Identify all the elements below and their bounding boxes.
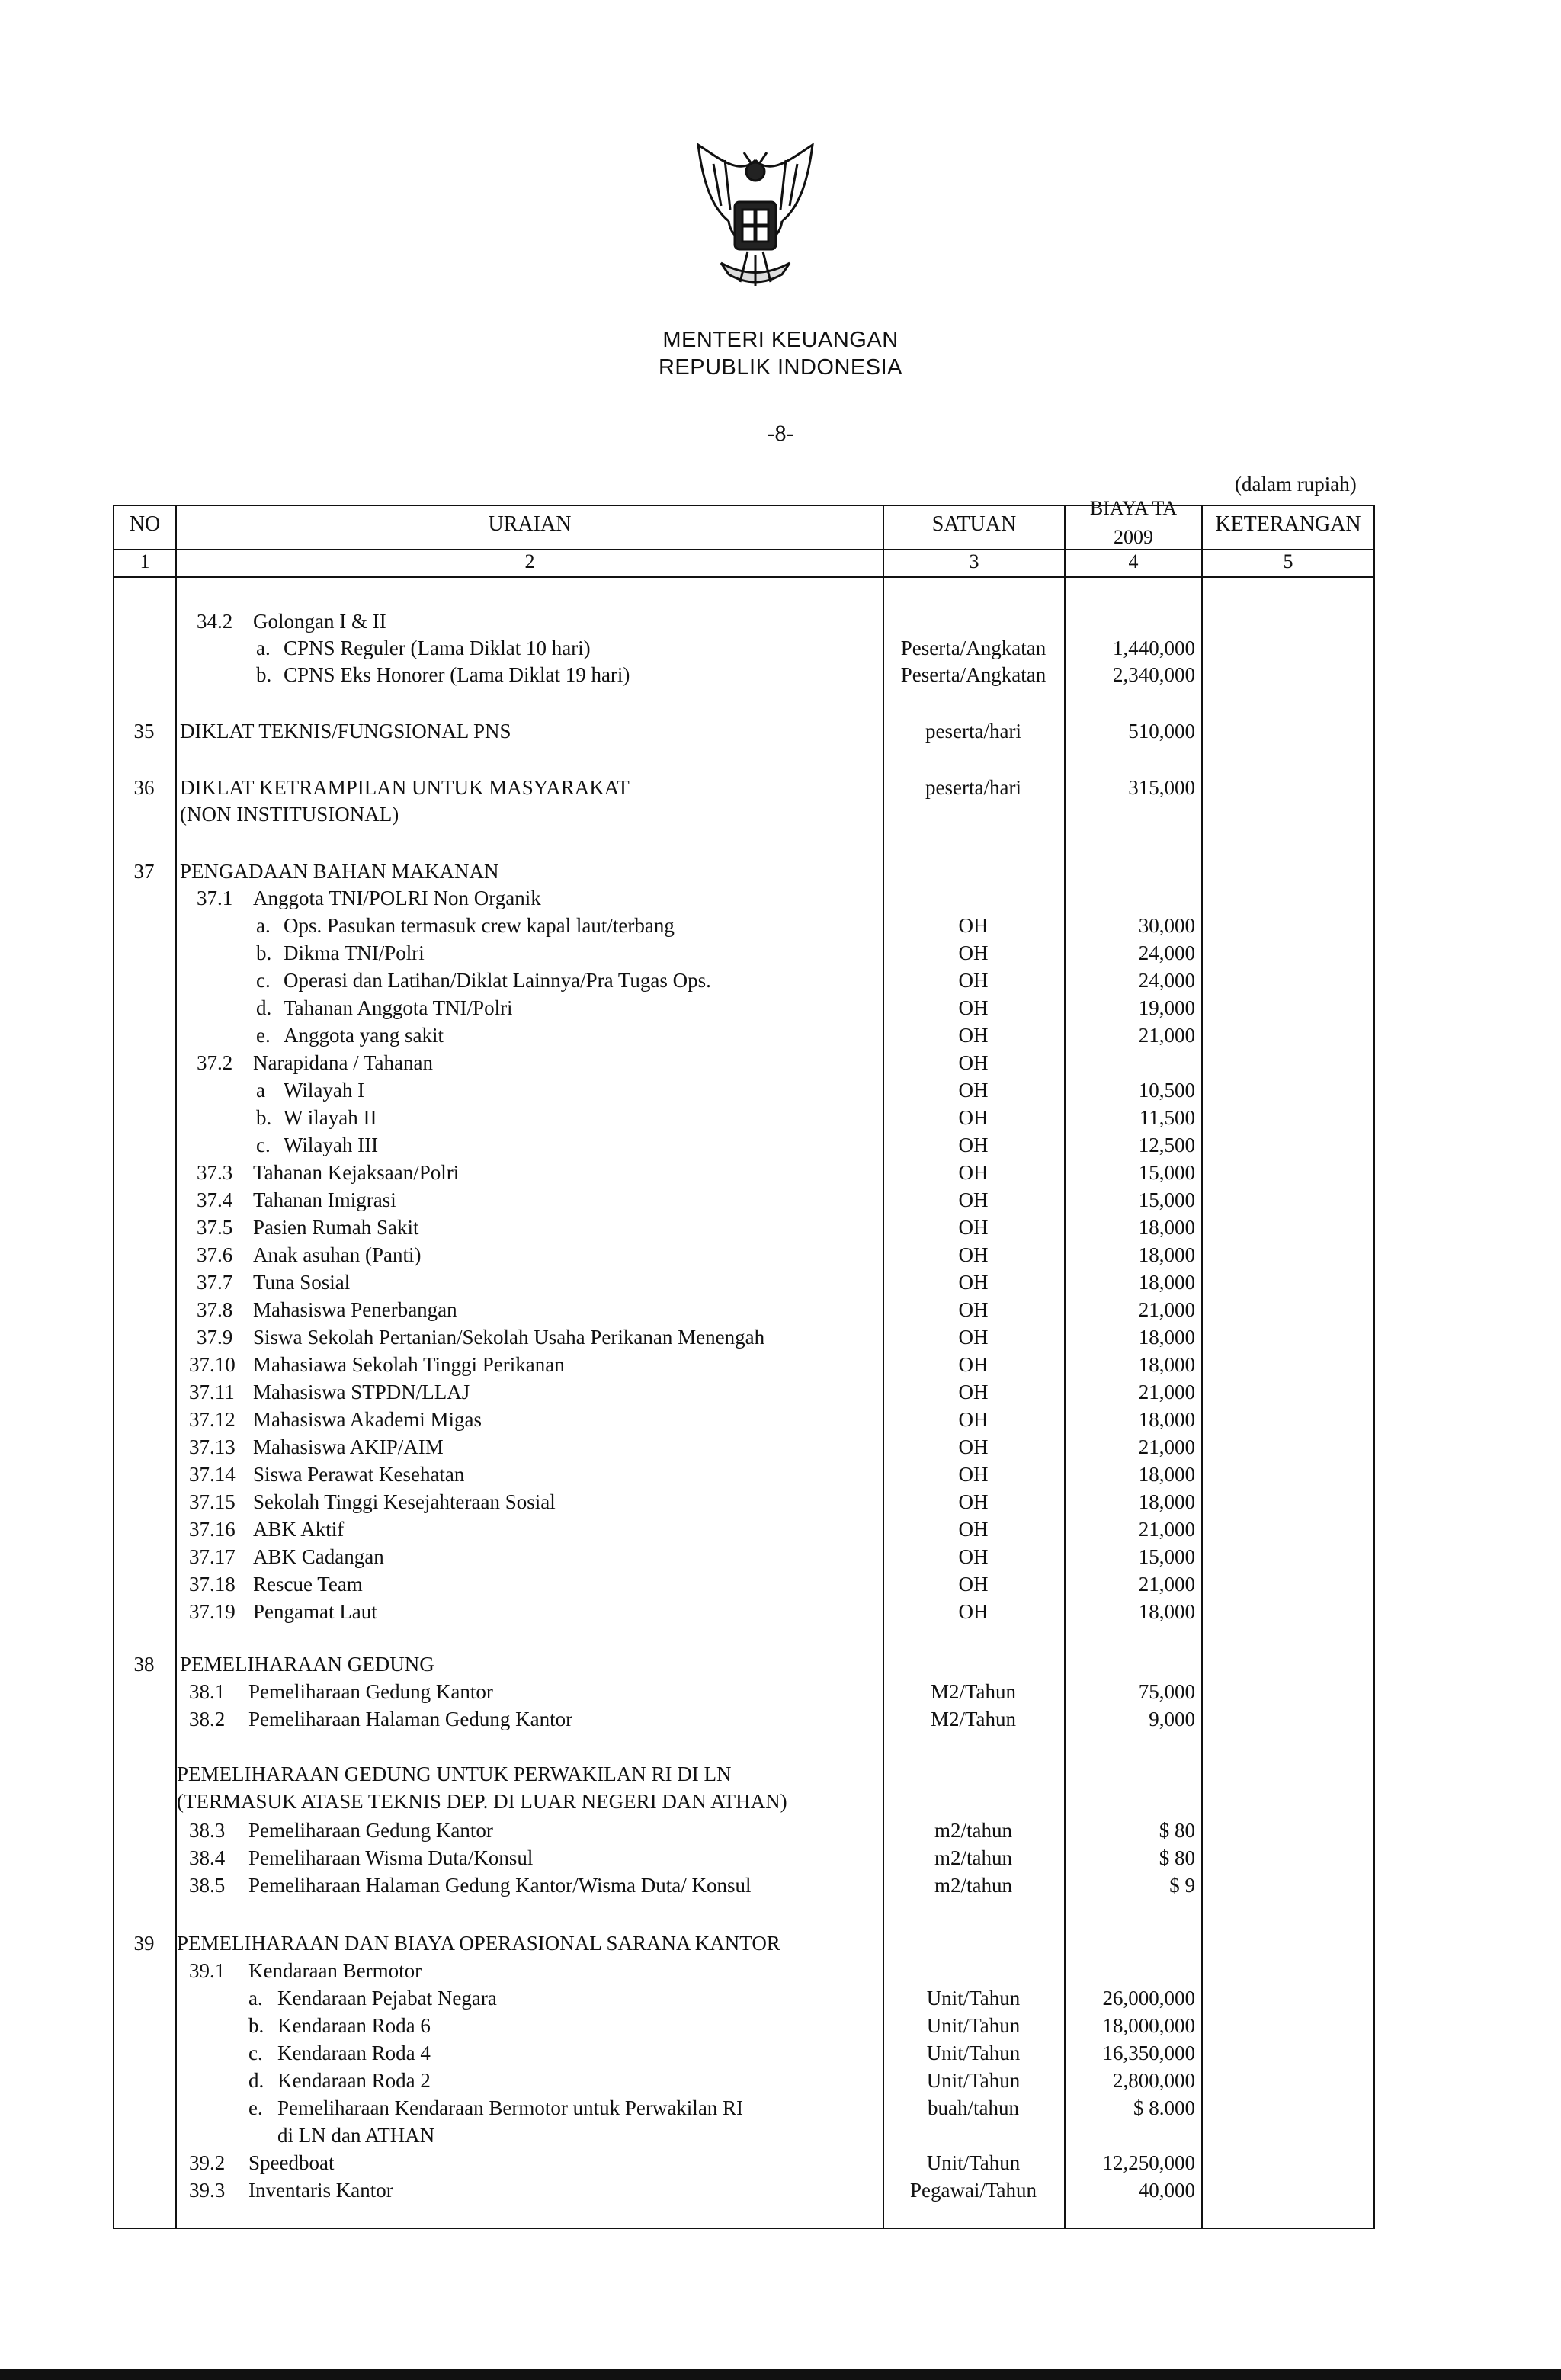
- table-row: [0, 720, 1561, 747]
- row-label: Pemeliharaan Halaman Gedung Kantor/Wisma Duta/ Konsul: [248, 1874, 752, 1897]
- row-biaya: 18,000: [1138, 1216, 1195, 1239]
- row-satuan: OH: [958, 1490, 989, 1513]
- row-satuan: OH: [958, 1216, 989, 1239]
- table-row: [0, 1790, 1561, 1817]
- row-label: Pasien Rumah Sakit: [253, 1216, 419, 1239]
- row-biaya: 15,000: [1138, 1161, 1195, 1184]
- table-row: [0, 1271, 1561, 1298]
- row-label: Tahanan Kejaksaan/Polri: [253, 1161, 460, 1184]
- row-biaya: $ 8.000: [1133, 2096, 1195, 2119]
- row-code: 37.4: [197, 1188, 233, 1211]
- row-code: 37.13: [189, 1435, 236, 1458]
- col-number: 5: [1283, 550, 1293, 573]
- table-row: [0, 2014, 1561, 2042]
- row-satuan: m2/tahun: [934, 1819, 1012, 1842]
- row-label: DIKLAT KETRAMPILAN UNTUK MASYARAKAT: [180, 776, 630, 799]
- row-label: Kendaraan Roda 4: [277, 2042, 431, 2064]
- row-code: 34.2: [197, 610, 233, 633]
- row-biaya: 21,000: [1138, 1381, 1195, 1403]
- row-label: Mahasiawa Sekolah Tinggi Perikanan: [253, 1353, 565, 1376]
- row-label: ABK Aktif: [253, 1518, 345, 1541]
- row-biaya: 18,000,000: [1102, 2014, 1195, 2037]
- unit-note: (dalam rupiah): [1235, 473, 1357, 496]
- row-label: Pengamat Laut: [253, 1600, 377, 1623]
- table-row: [0, 1298, 1561, 1326]
- table-row: [0, 1959, 1561, 1987]
- row-label: Anak asuhan (Panti): [253, 1243, 422, 1266]
- row-label: Siswa Perawat Kesehatan: [253, 1463, 465, 1486]
- row-biaya: 18,000: [1138, 1463, 1195, 1486]
- row-biaya: $ 80: [1159, 1846, 1195, 1869]
- table-row: [0, 1106, 1561, 1134]
- row-code: 39.2: [189, 2151, 226, 2174]
- table-row: [0, 2096, 1561, 2124]
- row-biaya: 2,340,000: [1113, 663, 1195, 686]
- row-satuan: OH: [958, 1381, 989, 1403]
- row-satuan: buah/tahun: [928, 2096, 1019, 2119]
- row-satuan: OH: [958, 1188, 989, 1211]
- row-satuan: OH: [958, 914, 989, 937]
- row-label: Sekolah Tinggi Kesejahteraan Sosial: [253, 1490, 556, 1513]
- row-code: c.: [256, 1134, 271, 1156]
- row-code: b.: [256, 1106, 272, 1129]
- row-code: 37.3: [197, 1161, 233, 1184]
- ministry-line1: MENTERI KEUANGAN: [662, 328, 899, 352]
- col-header-satuan: SATUAN: [931, 512, 1017, 536]
- row-label: DIKLAT TEKNIS/FUNGSIONAL PNS: [180, 720, 511, 743]
- row-code: 37.14: [189, 1463, 236, 1486]
- row-code: 37.9: [197, 1326, 233, 1349]
- row-code: b.: [256, 941, 272, 964]
- row-label: Pemeliharaan Halaman Gedung Kantor: [248, 1708, 573, 1730]
- row-biaya: 18,000: [1138, 1326, 1195, 1349]
- row-code: 38.3: [189, 1819, 226, 1842]
- row-label: Ops. Pasukan termasuk crew kapal laut/terbang: [284, 914, 675, 937]
- col-number: 4: [1128, 550, 1139, 573]
- row-satuan: peserta/hari: [925, 776, 1021, 799]
- row-no: 38: [133, 1653, 155, 1676]
- row-label: Pemeliharaan Kendaraan Bermotor untuk Perwakilan RI: [277, 2096, 744, 2119]
- row-code: 37.19: [189, 1600, 236, 1623]
- row-label: Kendaraan Roda 6: [277, 2014, 431, 2037]
- row-label: Rescue Team: [253, 1573, 363, 1596]
- row-code: 37.6: [197, 1243, 233, 1266]
- table-row: [0, 1819, 1561, 1846]
- row-biaya: 15,000: [1138, 1188, 1195, 1211]
- row-code: b.: [248, 2014, 264, 2037]
- col-header-keterangan: KETERANGAN: [1215, 512, 1361, 536]
- row-biaya: 18,000: [1138, 1271, 1195, 1294]
- row-biaya: $ 9: [1169, 1874, 1195, 1897]
- row-satuan: M2/Tahun: [930, 1708, 1017, 1730]
- row-no: 36: [133, 776, 155, 799]
- row-biaya: 15,000: [1138, 1545, 1195, 1568]
- row-code: 37.10: [189, 1353, 236, 1376]
- row-satuan: Peserta/Angkatan: [900, 637, 1047, 659]
- row-label: Tahanan Imigrasi: [253, 1188, 396, 1211]
- table-row: [0, 637, 1561, 664]
- row-code: 38.2: [189, 1708, 226, 1730]
- row-no: 35: [133, 720, 155, 743]
- row-no: 39: [133, 1932, 155, 1955]
- header-divider: [113, 576, 1375, 578]
- row-satuan: OH: [958, 1518, 989, 1541]
- row-code: 37.7: [197, 1271, 233, 1294]
- row-satuan: OH: [958, 1079, 989, 1102]
- row-code: a: [256, 1079, 265, 1102]
- row-label: PENGADAAN BAHAN MAKANAN: [180, 860, 499, 883]
- row-label: Kendaraan Roda 2: [277, 2069, 431, 2092]
- col-header-biaya-line2: 2009: [1114, 526, 1153, 548]
- row-satuan: peserta/hari: [925, 720, 1021, 743]
- table-row: [0, 1024, 1561, 1051]
- row-biaya: 40,000: [1138, 2179, 1195, 2202]
- row-satuan: Unit/Tahun: [926, 2042, 1021, 2064]
- col-header-uraian: URAIAN: [488, 512, 572, 536]
- table-row: [0, 1243, 1561, 1271]
- row-code: 37.18: [189, 1573, 236, 1596]
- row-satuan: OH: [958, 969, 989, 992]
- row-satuan: OH: [958, 1326, 989, 1349]
- row-satuan: OH: [958, 1024, 989, 1047]
- table-row: [0, 1874, 1561, 1901]
- table-row: [0, 803, 1561, 830]
- row-code: 38.1: [189, 1680, 226, 1703]
- row-satuan: m2/tahun: [934, 1846, 1012, 1869]
- row-label: PEMELIHARAAN GEDUNG: [180, 1653, 434, 1676]
- row-satuan: Pegawai/Tahun: [909, 2179, 1037, 2202]
- row-label: Mahasiswa AKIP/AIM: [253, 1435, 444, 1458]
- table-row: [0, 1326, 1561, 1353]
- row-satuan: m2/tahun: [934, 1874, 1012, 1897]
- row-code: 37.15: [189, 1490, 236, 1513]
- row-code: b.: [256, 663, 272, 686]
- col-number: 3: [969, 550, 979, 573]
- table-row: [0, 663, 1561, 691]
- row-label: W ilayah II: [284, 1106, 377, 1129]
- table-row: [0, 1846, 1561, 1874]
- row-satuan: OH: [958, 1435, 989, 1458]
- table-row: [0, 1518, 1561, 1545]
- row-biaya: 18,000: [1138, 1243, 1195, 1266]
- row-satuan: OH: [958, 1298, 989, 1321]
- row-label: Anggota yang sakit: [284, 1024, 444, 1047]
- row-code: a.: [256, 637, 271, 659]
- table-row: [0, 941, 1561, 969]
- table-row: [0, 610, 1561, 637]
- row-code: 37.17: [189, 1545, 236, 1568]
- row-label: Kendaraan Bermotor: [248, 1959, 422, 1982]
- row-satuan: OH: [958, 1161, 989, 1184]
- row-code: 37.12: [189, 1408, 236, 1431]
- table-row: [0, 1381, 1561, 1408]
- row-satuan: Peserta/Angkatan: [900, 663, 1047, 686]
- row-label: Anggota TNI/POLRI Non Organik: [253, 887, 541, 909]
- table-row: [0, 1353, 1561, 1381]
- table-row: [0, 1573, 1561, 1600]
- row-label: Pemeliharaan Gedung Kantor: [248, 1819, 493, 1842]
- table-row: [0, 914, 1561, 941]
- row-satuan: OH: [958, 1600, 989, 1623]
- row-biaya: 315,000: [1128, 776, 1195, 799]
- row-satuan: OH: [958, 1134, 989, 1156]
- row-label: (NON INSTITUSIONAL): [180, 803, 399, 826]
- page-number: -8-: [767, 421, 794, 446]
- row-satuan: OH: [958, 1271, 989, 1294]
- row-satuan: OH: [958, 1545, 989, 1568]
- row-satuan: OH: [958, 1106, 989, 1129]
- table-row: [0, 1216, 1561, 1243]
- row-code: c.: [248, 2042, 263, 2064]
- table-row: [0, 1763, 1561, 1790]
- row-code: 37.8: [197, 1298, 233, 1321]
- table-row: [0, 2124, 1561, 2151]
- row-label: Tahanan Anggota TNI/Polri: [284, 996, 513, 1019]
- row-label: Operasi dan Latihan/Diklat Lainnya/Pra Tugas Ops.: [284, 969, 711, 992]
- row-label: Mahasiswa Akademi Migas: [253, 1408, 482, 1431]
- row-label: PEMELIHARAAN GEDUNG UNTUK PERWAKILAN RI DI LN: [177, 1763, 732, 1785]
- row-code: 37.16: [189, 1518, 236, 1541]
- row-label: Mahasiswa Penerbangan: [253, 1298, 457, 1321]
- row-biaya: 12,250,000: [1102, 2151, 1195, 2174]
- table-row: [0, 776, 1561, 803]
- col-header-biaya-line1: BIAYA TA: [1089, 497, 1178, 519]
- table-row: [0, 2179, 1561, 2206]
- row-no: 37: [133, 860, 155, 883]
- row-biaya: 21,000: [1138, 1298, 1195, 1321]
- row-label: Speedboat: [248, 2151, 335, 2174]
- row-code: e.: [256, 1024, 271, 1047]
- row-satuan: M2/Tahun: [930, 1680, 1017, 1703]
- table-row: [0, 969, 1561, 996]
- row-biaya: 9,000: [1149, 1708, 1195, 1730]
- table-row: [0, 1134, 1561, 1161]
- row-biaya: 1,440,000: [1113, 637, 1195, 659]
- table-row: [0, 1079, 1561, 1106]
- row-code: 38.5: [189, 1874, 226, 1897]
- row-code: 39.1: [189, 1959, 226, 1982]
- row-code: 37.2: [197, 1051, 233, 1074]
- row-satuan: Unit/Tahun: [926, 2014, 1021, 2037]
- row-label: Siswa Sekolah Pertanian/Sekolah Usaha Perikanan Menengah: [253, 1326, 765, 1349]
- row-biaya: 18,000: [1138, 1353, 1195, 1376]
- row-label: Golongan I & II: [253, 610, 386, 633]
- row-code: 37.11: [189, 1381, 235, 1403]
- row-label: Pemeliharaan Gedung Kantor: [248, 1680, 493, 1703]
- table-row: [0, 1600, 1561, 1628]
- row-biaya: 19,000: [1138, 996, 1195, 1019]
- table-row: [0, 1680, 1561, 1708]
- row-label: Tuna Sosial: [253, 1271, 351, 1294]
- table-row: [0, 1545, 1561, 1573]
- table-row: [0, 1051, 1561, 1079]
- row-code: 37.1: [197, 887, 233, 909]
- table-row: [0, 1435, 1561, 1463]
- row-biaya: 16,350,000: [1102, 2042, 1195, 2064]
- row-label: CPNS Eks Honorer (Lama Diklat 19 hari): [284, 663, 630, 686]
- row-biaya: 18,000: [1138, 1408, 1195, 1431]
- row-biaya: 21,000: [1138, 1518, 1195, 1541]
- table-row: [0, 1987, 1561, 2014]
- row-biaya: 75,000: [1138, 1680, 1195, 1703]
- row-label: Pemeliharaan Wisma Duta/Konsul: [248, 1846, 534, 1869]
- row-label: Narapidana / Tahanan: [253, 1051, 433, 1074]
- row-label: Wilayah III: [284, 1134, 379, 1156]
- row-satuan: OH: [958, 996, 989, 1019]
- row-biaya: 2,800,000: [1113, 2069, 1195, 2092]
- row-biaya: 21,000: [1138, 1573, 1195, 1596]
- row-biaya: 21,000: [1138, 1435, 1195, 1458]
- row-biaya: 26,000,000: [1102, 1987, 1195, 2010]
- table-row: [0, 2042, 1561, 2069]
- row-biaya: 12,500: [1138, 1134, 1195, 1156]
- table-row: [0, 1708, 1561, 1735]
- row-biaya: 18,000: [1138, 1490, 1195, 1513]
- row-label: CPNS Reguler (Lama Diklat 10 hari): [284, 637, 591, 659]
- row-label: ABK Cadangan: [253, 1545, 384, 1568]
- row-satuan: OH: [958, 1243, 989, 1266]
- table-row: [0, 2151, 1561, 2179]
- row-code: e.: [248, 2096, 263, 2119]
- row-satuan: Unit/Tahun: [926, 2069, 1021, 2092]
- row-biaya: 10,500: [1138, 1079, 1195, 1102]
- row-satuan: OH: [958, 1573, 989, 1596]
- row-label: PEMELIHARAAN DAN BIAYA OPERASIONAL SARANA KANTOR: [177, 1932, 780, 1955]
- row-satuan: Unit/Tahun: [926, 1987, 1021, 2010]
- row-biaya: 11,500: [1139, 1106, 1195, 1129]
- row-label: Kendaraan Pejabat Negara: [277, 1987, 497, 2010]
- table-row: [0, 1408, 1561, 1435]
- row-biaya: 510,000: [1128, 720, 1195, 743]
- table-row: [0, 887, 1561, 914]
- row-code: d.: [256, 996, 272, 1019]
- table-row: [0, 1463, 1561, 1490]
- row-label: Wilayah I: [284, 1079, 365, 1102]
- table-row: [0, 1490, 1561, 1518]
- table-row: [0, 860, 1561, 887]
- row-code: 37.5: [197, 1216, 233, 1239]
- row-label: di LN dan ATHAN: [277, 2124, 435, 2147]
- ministry-line2: REPUBLIK INDONESIA: [658, 355, 903, 380]
- col-header-no: NO: [129, 512, 161, 536]
- table-row: [0, 1188, 1561, 1216]
- row-satuan: OH: [958, 941, 989, 964]
- row-code: d.: [248, 2069, 264, 2092]
- row-biaya: 24,000: [1138, 969, 1195, 992]
- scan-bottom-edge: [0, 2369, 1561, 2380]
- row-biaya: $ 80: [1159, 1819, 1195, 1842]
- row-biaya: 30,000: [1138, 914, 1195, 937]
- col-number: 2: [524, 550, 535, 573]
- row-label: Dikma TNI/Polri: [284, 941, 425, 964]
- table-row: [0, 1932, 1561, 1959]
- garuda-emblem-icon: [668, 130, 843, 305]
- row-satuan: OH: [958, 1353, 989, 1376]
- row-code: 39.3: [189, 2179, 226, 2202]
- row-label: (TERMASUK ATASE TEKNIS DEP. DI LUAR NEGERI DAN ATHAN): [177, 1790, 787, 1813]
- table-row: [0, 1161, 1561, 1188]
- row-biaya: 21,000: [1138, 1024, 1195, 1047]
- col-number: 1: [139, 550, 150, 573]
- row-code: c.: [256, 969, 271, 992]
- row-biaya: 24,000: [1138, 941, 1195, 964]
- row-code: a.: [256, 914, 271, 937]
- table-row: [0, 996, 1561, 1024]
- row-satuan: Unit/Tahun: [926, 2151, 1021, 2174]
- row-satuan: OH: [958, 1463, 989, 1486]
- row-satuan: OH: [958, 1408, 989, 1431]
- table-row: [0, 1653, 1561, 1680]
- row-code: a.: [248, 1987, 263, 2010]
- row-label: Inventaris Kantor: [248, 2179, 393, 2202]
- row-label: Mahasiswa STPDN/LLAJ: [253, 1381, 470, 1403]
- row-biaya: 18,000: [1138, 1600, 1195, 1623]
- row-satuan: OH: [958, 1051, 989, 1074]
- row-code: 38.4: [189, 1846, 226, 1869]
- table-row: [0, 2069, 1561, 2096]
